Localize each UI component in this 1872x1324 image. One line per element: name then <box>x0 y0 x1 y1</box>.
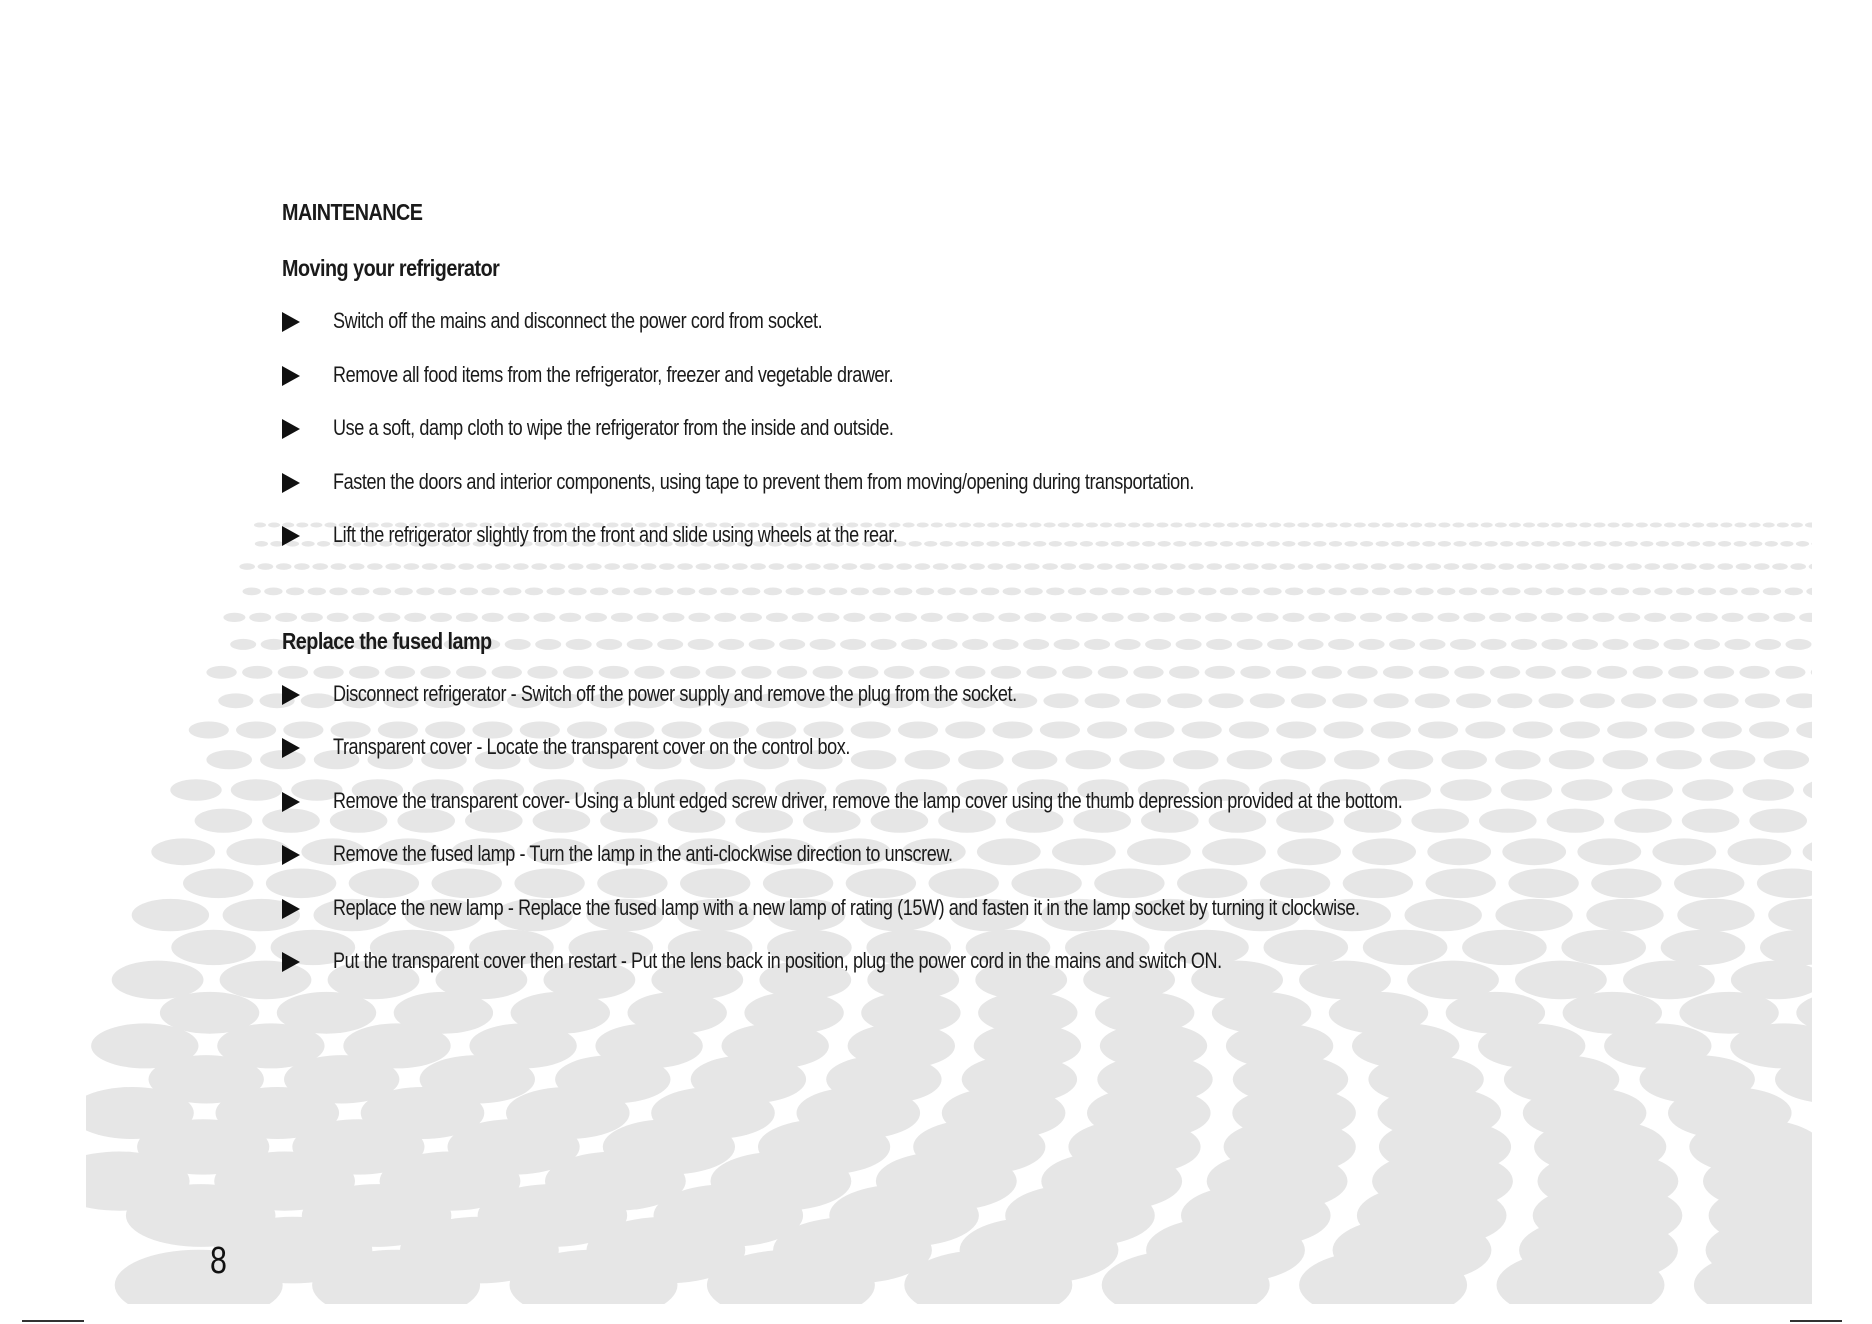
list-item <box>282 733 1642 787</box>
decorative-dot <box>206 750 252 769</box>
decorative-dot <box>1694 639 1720 650</box>
decorative-dot <box>1777 523 1789 528</box>
decorative-dot <box>1671 541 1684 547</box>
decorative-dot <box>226 838 290 865</box>
decorative-dot <box>218 693 253 708</box>
decorative-dot <box>1687 541 1700 547</box>
decorative-dot <box>1780 541 1793 547</box>
decorative-dot <box>1754 563 1770 570</box>
decorative-dot <box>1678 523 1690 528</box>
decorative-dot <box>1772 563 1788 570</box>
decorative-dot <box>223 613 245 622</box>
decorative-dot <box>268 523 280 528</box>
decorative-dot <box>1681 563 1697 570</box>
decorative-dot <box>231 779 282 801</box>
play-arrow-icon <box>282 685 300 705</box>
decorative-dot <box>1692 523 1704 528</box>
decorative-dot <box>1763 523 1775 528</box>
decorative-dot <box>1656 750 1702 769</box>
list-item-text: Put the transparent cover then restart - Put the lens back in position, plug the power cord in the mains and switch ON. <box>333 948 1222 973</box>
decorative-dot <box>312 1250 480 1321</box>
decorative-dot <box>1763 588 1781 596</box>
play-arrow-icon <box>282 792 300 812</box>
play-arrow-icon <box>282 845 300 865</box>
decorative-dot <box>1803 838 1867 865</box>
decorative-dot <box>1741 588 1759 596</box>
list-item-text: Switch off the mains and disconnect the power cord from socket. <box>333 308 823 333</box>
decorative-dot <box>239 563 255 570</box>
decorative-dot <box>132 899 209 931</box>
play-arrow-icon <box>282 899 300 919</box>
decorative-dot <box>1682 779 1733 801</box>
moving-list <box>282 307 1642 575</box>
decorative-dot <box>1699 563 1715 570</box>
decorative-dot <box>1799 613 1821 622</box>
decorative-dot <box>255 541 268 547</box>
decorative-dot <box>171 930 256 965</box>
decorative-dot <box>1704 666 1734 679</box>
decorative-dot <box>1811 541 1824 547</box>
list-item-text: Lift the refrigerator slightly from the front and slide using wheels at the rear. <box>333 522 898 547</box>
decorative-dot <box>1102 1250 1270 1321</box>
decorative-dot <box>1706 523 1718 528</box>
decorative-dot <box>1725 639 1751 650</box>
decorative-dot <box>1497 1250 1665 1321</box>
decorative-dot <box>258 563 274 570</box>
decorative-dot <box>1735 523 1747 528</box>
decorative-dot <box>1736 563 1752 570</box>
list-item-text: Remove the fused lamp - Turn the lamp in the anti-clockwise direction to unscrew. <box>333 841 953 866</box>
decorative-dot <box>1805 523 1817 528</box>
decorative-dot <box>264 588 282 596</box>
list-item-text: Use a soft, damp cloth to wipe the refrigerator from the inside and outside. <box>333 415 894 440</box>
list-item <box>282 840 1642 894</box>
moving-heading: Moving your refrigerator <box>282 255 500 281</box>
decorative-dot <box>1775 666 1805 679</box>
decorative-dot <box>1809 563 1825 570</box>
decorative-dot <box>236 722 276 739</box>
lamp-list <box>282 680 1642 1001</box>
decorative-dot <box>1703 541 1716 547</box>
decorative-dot <box>115 1250 283 1321</box>
list-item <box>282 521 1642 575</box>
decorative-dot <box>1796 722 1836 739</box>
decorative-dot <box>1718 563 1734 570</box>
decorative-dot <box>707 1250 875 1321</box>
decorative-dot <box>1644 613 1666 622</box>
decorative-dot <box>904 1250 1072 1321</box>
decorative-dot <box>1650 523 1662 528</box>
decorative-dot <box>1652 838 1716 865</box>
decorative-dot <box>170 779 221 801</box>
decorative-dot <box>1765 541 1778 547</box>
decorative-dot <box>1722 613 1744 622</box>
decorative-dot <box>242 666 272 679</box>
list-item-text: Disconnect refrigerator - Switch off the power supply and remove the plug from the socket. <box>333 680 1017 706</box>
decorative-dot <box>1664 639 1690 650</box>
list-item <box>282 894 1642 948</box>
list-item <box>282 787 1642 841</box>
decorative-dot <box>1710 750 1756 769</box>
maintenance-content <box>282 198 1642 1001</box>
list-item <box>282 414 1642 468</box>
play-arrow-icon <box>282 526 300 546</box>
list-item-text: Remove all food items from the refrigerator, freezer and vegetable drawer. <box>333 361 894 387</box>
decorative-dot <box>112 961 204 1000</box>
list-item <box>282 361 1642 415</box>
decorative-dot <box>1749 809 1807 833</box>
decorative-dot <box>230 639 256 650</box>
decorative-dot <box>1791 523 1803 528</box>
play-arrow-icon <box>282 952 300 972</box>
decorative-dot <box>1656 541 1669 547</box>
decorative-dot <box>1698 588 1716 596</box>
list-item-text: Fasten the doors and interior components, using tape to prevent them from moving/opening during transportation. <box>333 468 1195 494</box>
decorative-dot <box>1694 1250 1862 1321</box>
list-item <box>282 680 1642 734</box>
decorative-dot <box>1790 563 1806 570</box>
decorative-dot <box>1786 639 1812 650</box>
decorative-dot <box>249 613 271 622</box>
decorative-dot <box>243 588 261 596</box>
play-arrow-icon <box>282 473 300 493</box>
decorative-dot <box>1803 779 1854 801</box>
decorative-dot <box>1785 588 1803 596</box>
play-arrow-icon <box>282 419 300 439</box>
decorative-dot <box>254 523 266 528</box>
decorative-dot <box>1745 693 1780 708</box>
lamp-heading: Replace the fused lamp <box>282 627 492 654</box>
decorative-dot <box>510 1250 678 1321</box>
decorative-dot <box>1702 722 1742 739</box>
play-arrow-icon <box>282 366 300 386</box>
decorative-dot <box>1728 838 1792 865</box>
decorative-dot <box>1739 666 1769 679</box>
list-item-text: Transparent cover - Locate the transparent cover on the control box. <box>333 734 850 759</box>
decorative-dot <box>1654 588 1672 596</box>
decorative-dot <box>1764 750 1810 769</box>
decorative-dot <box>1811 666 1841 679</box>
decorative-dot <box>1749 722 1789 739</box>
decorative-dot <box>1696 613 1718 622</box>
decorative-dot <box>1668 666 1698 679</box>
page-number: 8 <box>210 1240 227 1282</box>
decorative-dot <box>1786 693 1821 708</box>
list-item-text: Remove the transparent cover- Using a blunt edged screw driver, remove the lamp cover using the thumb depression provided at the bottom. <box>333 787 1403 813</box>
decorative-dot <box>1640 541 1653 547</box>
decorative-dot <box>1674 869 1744 899</box>
corner-rule-right <box>1790 1320 1842 1322</box>
list-item <box>282 468 1642 522</box>
decorative-dot <box>1806 588 1824 596</box>
decorative-dot <box>1654 722 1694 739</box>
decorative-dot <box>1719 588 1737 596</box>
decorative-dot <box>1768 899 1845 931</box>
decorative-dot <box>1299 1250 1467 1321</box>
decorative-dot <box>195 809 253 833</box>
decorative-dot <box>1755 639 1781 650</box>
decorative-dot <box>206 666 236 679</box>
decorative-dot <box>1677 899 1754 931</box>
list-item <box>282 947 1642 1001</box>
decorative-dot <box>1704 693 1739 708</box>
play-arrow-icon <box>282 312 300 332</box>
decorative-dot <box>1796 541 1809 547</box>
decorative-dot <box>189 722 229 739</box>
decorative-dot <box>1661 930 1746 965</box>
decorative-dot <box>1730 1023 1837 1068</box>
section-title: MAINTENANCE <box>282 199 423 225</box>
decorative-dot <box>1749 541 1762 547</box>
decorative-dot <box>1760 930 1845 965</box>
play-arrow-icon <box>282 738 300 758</box>
decorative-dot <box>1757 869 1827 899</box>
list-item <box>282 307 1642 361</box>
decorative-dot <box>1743 779 1794 801</box>
decorative-dot <box>1747 613 1769 622</box>
list-item-text: Replace the new lamp - Replace the fused lamp with a new lamp of rating (15W) and fasten it in the lamp socket by turning it clockwise. <box>333 894 1360 920</box>
decorative-dot <box>183 869 253 899</box>
decorative-dot <box>1682 809 1740 833</box>
decorative-dot <box>1676 588 1694 596</box>
decorative-dot <box>1734 541 1747 547</box>
decorative-dot <box>1663 563 1679 570</box>
corner-rule-left <box>22 1320 84 1322</box>
decorative-dot <box>1670 613 1692 622</box>
decorative-dot <box>1664 523 1676 528</box>
decorative-dot <box>1718 541 1731 547</box>
decorative-dot <box>1645 563 1661 570</box>
decorative-dot <box>151 838 215 865</box>
decorative-dot <box>1773 613 1795 622</box>
decorative-dot <box>1720 523 1732 528</box>
decorative-dot <box>1749 523 1761 528</box>
decorative-dot <box>1662 693 1697 708</box>
